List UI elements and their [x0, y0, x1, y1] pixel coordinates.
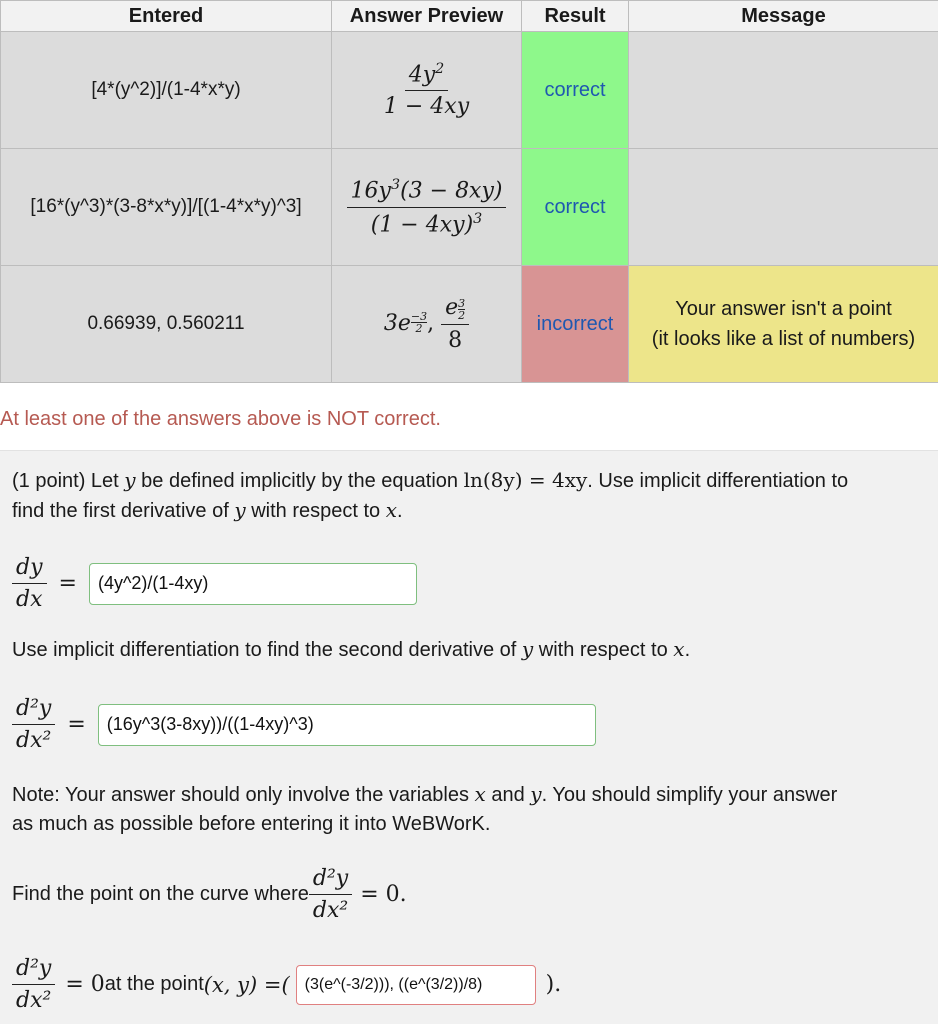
preview-cell [332, 32, 522, 149]
label-numerator: d²y [12, 696, 55, 725]
header-answer-preview: Answer Preview [332, 1, 522, 32]
point-prompt [12, 866, 407, 923]
intro-text: . Use implicit differentiation to [587, 470, 849, 492]
fraction-numerator: d²y [309, 866, 352, 895]
message-cell [629, 266, 938, 383]
note-part: . You should simplify your answer [541, 784, 838, 806]
message-line: (it looks like a list of numbers) [651, 328, 916, 350]
intro-equation: ln(8y) = 4xy [463, 468, 588, 492]
entered-cell: 0.66939, 0.560211 [1, 266, 332, 383]
intro-text: with respect to [245, 500, 386, 522]
preview-denominator: 1 − 4xy [383, 94, 470, 120]
point-answer-coords: (x, y) =( [203, 972, 290, 997]
preview-cell [332, 149, 522, 266]
preview-term-a-exp-den: 2 [415, 322, 423, 336]
result-cell: correct [522, 32, 629, 149]
point-prompt-fraction [309, 866, 352, 923]
first-derivative-label [12, 555, 47, 612]
label-denominator: dx² [16, 988, 52, 1013]
table-row [1, 32, 938, 149]
preview-numerator-factor: (3 − 8xy) [400, 178, 503, 204]
point-prompt-text: Find the point on the curve where [12, 883, 309, 905]
preview-term-b-exp-num: 3 [458, 296, 466, 310]
message-cell [629, 32, 938, 149]
second-derivative-prompt [12, 635, 690, 665]
results-table [0, 0, 938, 383]
point-answer-close: ). [545, 972, 562, 997]
note-text [12, 780, 837, 839]
label-denominator: dx² [16, 728, 52, 753]
preview-term-b-den: 8 [448, 327, 463, 353]
result-cell: incorrect [522, 266, 629, 383]
label-numerator: d²y [12, 956, 55, 985]
feedback-message: At least one of the answers above is NOT correct. [0, 408, 441, 430]
intro-variable: y [124, 468, 136, 492]
preview-term-b-num: e [445, 295, 459, 321]
message-cell [629, 149, 938, 266]
label-numerator: dy [12, 555, 47, 584]
preview-numerator: 16y [350, 178, 391, 204]
label-denominator: dx [16, 587, 43, 612]
second-derivative-input[interactable]: (16y^3(3-8xy))/((1-4xy)^3) [98, 704, 596, 746]
prompt-text: with respect to [533, 639, 674, 661]
preview-term-a-exp-num: −3 [410, 310, 428, 324]
prompt-text: Use implicit differentiation to find the second derivative of [12, 639, 522, 661]
prompt-variable: x [673, 637, 685, 661]
header-entered: Entered [1, 1, 332, 32]
point-answer-input[interactable]: (3(e^(-3/2))), ((e^(3/2))/8) [296, 965, 536, 1005]
prompt-variable: y [521, 637, 534, 661]
table-row [1, 266, 938, 383]
entered-cell: [16*(y^3)*(3-8*x*y)]/[(1-4*x*y)^3] [1, 149, 332, 266]
point-prompt-equals: = 0. [360, 882, 407, 907]
preview-fraction [380, 61, 473, 120]
preview-expression: 3e $^{\frac{-3}{2}}$ , e $^{\frac{3}{2}}$ 8 [384, 311, 469, 336]
equals-zero: = 0 [65, 972, 105, 997]
preview-numerator: 4y [408, 62, 436, 88]
preview-denominator-exponent: 3 [473, 210, 483, 227]
note-variable: x [474, 782, 486, 806]
equals-sign: = [67, 712, 86, 737]
preview-numerator-exponent: 3 [390, 176, 401, 193]
intro-text: find the first derivative of [12, 500, 235, 522]
note-part: and [485, 784, 531, 806]
point-answer-label [12, 956, 55, 1013]
preview-term-b-exp-den: 2 [458, 308, 466, 322]
prompt-text: . [684, 639, 691, 661]
fraction-denominator: dx² [312, 898, 349, 923]
intro-text: . [396, 500, 403, 522]
note-variable: y [530, 782, 542, 806]
intro-variable: y [234, 498, 246, 522]
equals-sign: = [58, 571, 77, 596]
point-answer-text: at the point [104, 973, 204, 995]
intro-variable: x [385, 498, 397, 522]
point-answer-row [12, 956, 561, 1013]
preview-term-a: 3e [383, 311, 411, 336]
problem-intro [12, 466, 848, 526]
preview-cell [332, 266, 522, 383]
problem-panel [0, 450, 938, 1024]
preview-term-b [441, 295, 469, 352]
note-part: as much as possible before entering it into WeBWorK. [12, 813, 491, 835]
preview-fraction [347, 177, 507, 237]
second-derivative-label [12, 696, 55, 753]
result-cell: correct [522, 149, 629, 266]
first-derivative-input[interactable]: (4y^2)/(1-4xy) [89, 563, 417, 605]
header-result: Result [522, 1, 629, 32]
message-line: Your answer isn't a point [675, 298, 892, 320]
results-header-row [1, 1, 938, 32]
first-derivative-row [12, 555, 417, 612]
intro-text: (1 point) Let [12, 470, 125, 492]
preview-numerator-exponent: 2 [435, 60, 445, 77]
table-row [1, 149, 938, 266]
note-part: Note: Your answer should only involve the variables [12, 784, 475, 806]
second-derivative-row [12, 696, 596, 753]
intro-text: be defined implicitly by the equation [135, 470, 464, 492]
header-message: Message [629, 1, 938, 32]
entered-cell: [4*(y^2)]/(1-4*x*y) [1, 32, 332, 149]
preview-denominator: (1 − 4xy) [370, 212, 474, 238]
